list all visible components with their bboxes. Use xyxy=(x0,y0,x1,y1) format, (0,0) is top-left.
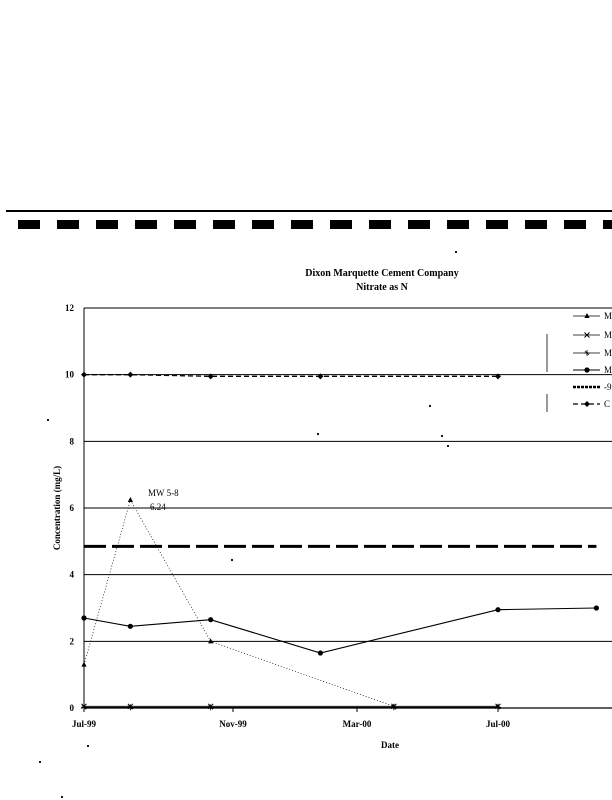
scan-speck xyxy=(429,405,431,407)
x-tick-label: Jul-99 xyxy=(71,719,97,729)
y-tick-label: 4 xyxy=(69,569,74,580)
scan-speck xyxy=(39,761,41,763)
annotation-label: MW 5-8 xyxy=(148,488,179,498)
y-tick-label: 0 xyxy=(69,703,74,713)
x-tick-label: Nov-99 xyxy=(219,719,247,729)
data-point xyxy=(495,704,501,710)
y-tick-label: 6 xyxy=(69,503,74,513)
scan-specks xyxy=(39,251,457,798)
data-point xyxy=(128,624,133,629)
data-point xyxy=(127,372,133,378)
y-tick-label: 2 xyxy=(69,636,74,647)
legend-label: M xyxy=(604,330,612,340)
data-point xyxy=(495,607,500,612)
gridlines xyxy=(65,303,612,713)
x-tick-label: Mar-00 xyxy=(342,719,372,729)
scan-speck xyxy=(455,251,457,253)
x-tick-label: Jul-00 xyxy=(485,719,511,729)
series-line xyxy=(84,500,498,706)
data-point xyxy=(81,615,86,620)
y-tick-label: 8 xyxy=(69,436,74,447)
scan-speck xyxy=(87,745,89,747)
y-tick-label: 12 xyxy=(65,303,74,313)
legend-label: M xyxy=(604,365,612,375)
data-point xyxy=(584,350,590,356)
annotation-value: 6.24 xyxy=(150,502,166,512)
scan-speck xyxy=(61,796,63,798)
series-1 xyxy=(81,497,500,708)
series-6 xyxy=(81,372,501,380)
data-point xyxy=(128,497,133,502)
series-4 xyxy=(81,605,599,655)
series-3 xyxy=(81,704,501,710)
data-point xyxy=(584,313,589,318)
y-tick-label: 10 xyxy=(65,369,74,380)
data-point xyxy=(81,704,87,710)
data-point xyxy=(584,367,589,372)
data-point xyxy=(208,617,213,622)
legend-label: -9 xyxy=(604,382,612,392)
series-line xyxy=(84,608,596,653)
scan-speck xyxy=(447,445,449,447)
legend xyxy=(547,311,612,412)
data-point xyxy=(584,401,590,407)
scan-speck xyxy=(47,419,49,421)
data-point xyxy=(81,372,87,378)
y-axis-title: Concentration (mg/L) xyxy=(52,465,62,551)
chart-subtitle: Nitrate as N xyxy=(356,282,408,293)
chart-title: Dixon Marquette Cement Company xyxy=(305,268,459,279)
scan-speck xyxy=(317,433,319,435)
legend-label: M xyxy=(604,311,612,321)
legend-label: C xyxy=(604,399,611,409)
legend-label: M xyxy=(604,348,612,358)
scan-speck xyxy=(441,435,443,437)
data-point xyxy=(127,704,133,710)
scan-speck xyxy=(231,559,233,561)
data-point xyxy=(318,650,323,655)
series-group xyxy=(81,372,599,711)
data-point xyxy=(208,704,214,710)
data-point xyxy=(594,605,599,610)
data-point xyxy=(81,662,86,667)
x-axis-title: Date xyxy=(381,740,399,750)
